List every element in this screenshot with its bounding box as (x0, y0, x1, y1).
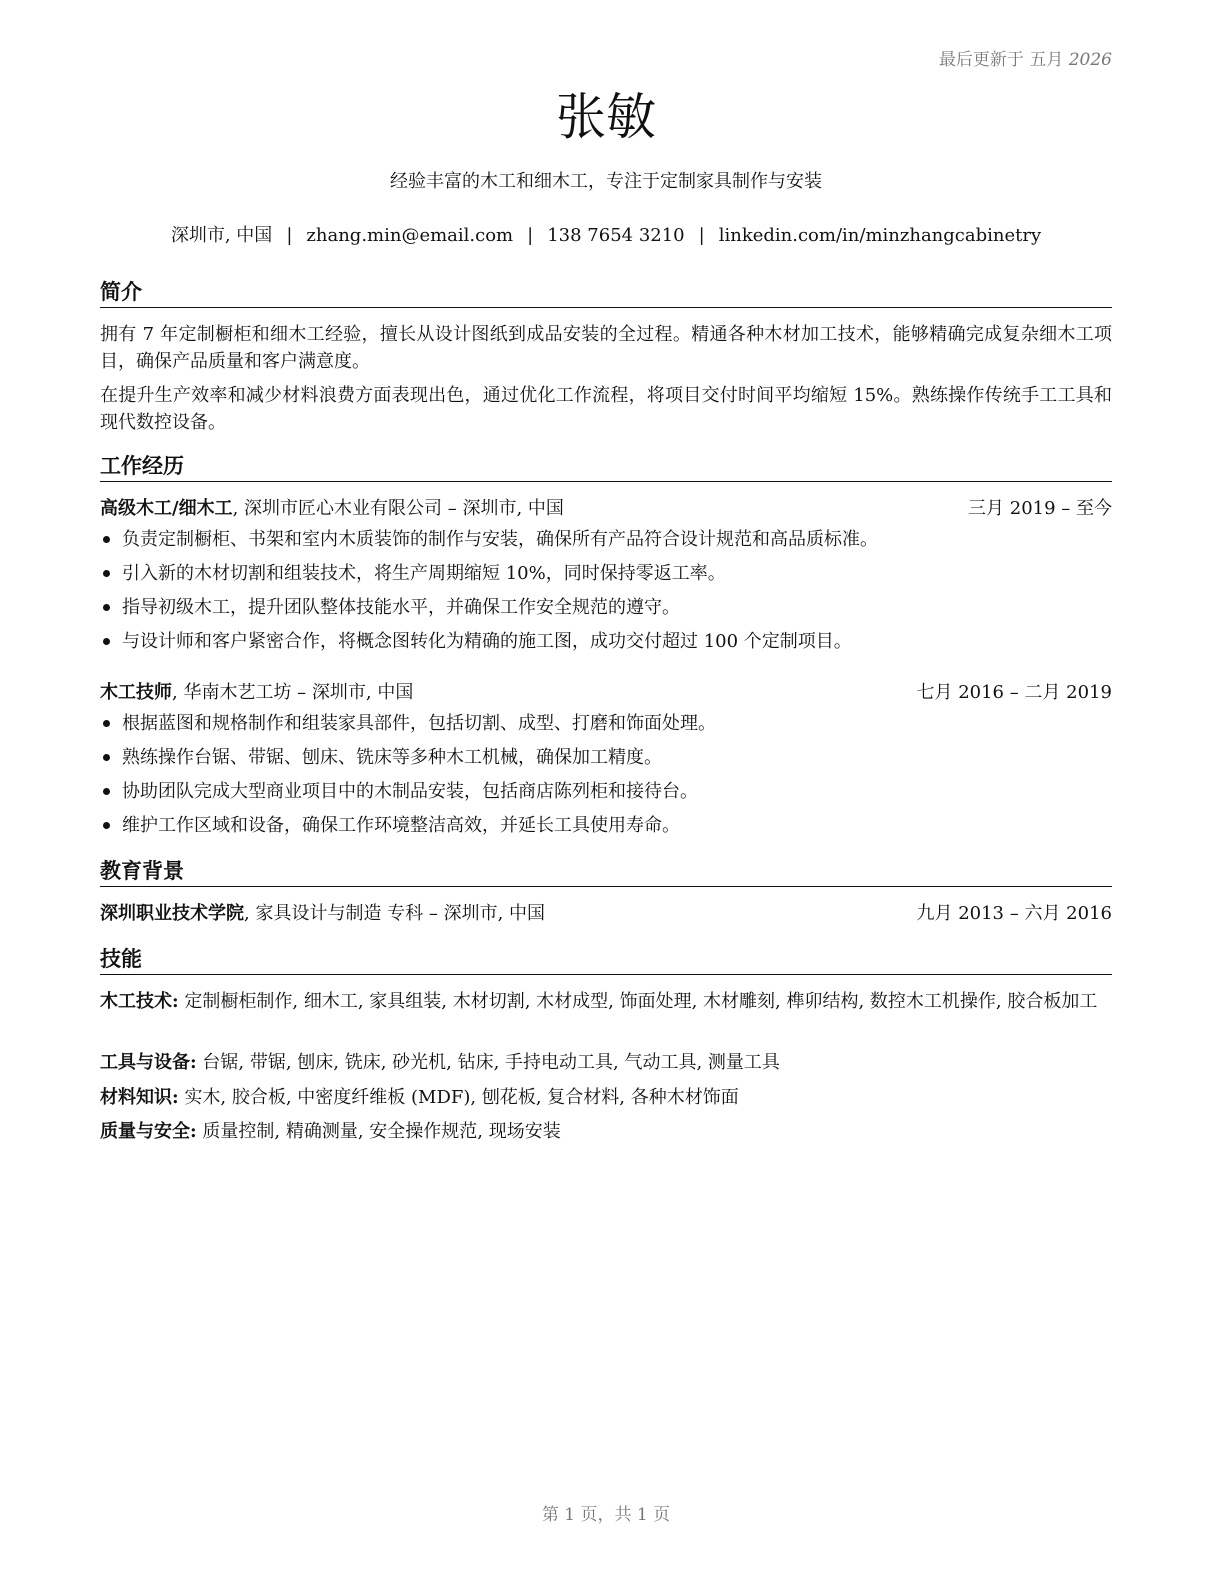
bullet-text: 根据蓝图和规格制作和组装家具部件，包括切割、成型、打磨和饰面处理。 (122, 713, 716, 734)
job-role: 木工技师 (100, 682, 172, 703)
list-item (100, 710, 1112, 744)
job-header (100, 679, 1112, 707)
bullet-text: 维护工作区域和设备，确保工作环境整洁高效，并延长工具使用寿命。 (122, 815, 680, 836)
bullet-text: 与设计师和客户紧密合作，将概念图转化为精确的施工图，成功交付超过 100 个定制项目。 (122, 631, 852, 652)
contact-location: 深圳市, 中国 (170, 225, 273, 246)
bullet-dot (103, 570, 110, 577)
skill-label: 工具与设备: (100, 1052, 197, 1073)
job-org: , 深圳市匠心木业有限公司 – 深圳市, 中国 (232, 498, 564, 519)
bullet-dot (103, 604, 110, 611)
resume-page (100, 0, 1112, 1584)
contact-linkedin[interactable]: linkedin.com/in/minzhangcabinetry (718, 225, 1042, 246)
section-title-skills: 技能 (100, 945, 1112, 975)
skill-value: 质量控制, 精确测量, 安全操作规范, 现场安装 (196, 1121, 561, 1142)
list-item (100, 526, 1112, 560)
contact-separator: | (527, 225, 534, 246)
skill-row (100, 1118, 1112, 1145)
summary-paragraph: 在提升生产效率和减少材料浪费方面表现出色，通过优化工作流程，将项目交付时间平均缩短 15%。熟练操作传统手工工具和现代数控设备。 (100, 385, 1112, 433)
bullet-dot (103, 788, 110, 795)
list-item (100, 560, 1112, 594)
skill-value: 实木, 胶合板, 中密度纤维板 (MDF), 刨花板, 复合材料, 各种木材饰面 (178, 1087, 739, 1108)
tagline: 经验丰富的木工和细木工，专注于定制家具制作与安装 (390, 171, 822, 192)
last-updated-year: 2026 (1068, 50, 1112, 70)
job-dates: 三月 2019 – 至今 (968, 498, 1112, 519)
skill-label: 材料知识: (100, 1087, 179, 1108)
contact-separator: | (286, 225, 293, 246)
bullet-text: 熟练操作台锯、带锯、刨床、铣床等多种木工机械，确保加工精度。 (122, 747, 662, 768)
education-dates: 九月 2013 – 六月 2016 (916, 903, 1112, 924)
skill-value: 台锯, 带锯, 刨床, 铣床, 砂光机, 钻床, 手持电动工具, 气动工具, 测量工具 (196, 1052, 780, 1073)
section-title-summary: 简介 (100, 278, 1112, 308)
bullet-dot (103, 638, 110, 645)
school-name: 深圳职业技术学院 (100, 903, 244, 924)
skill-label: 质量与安全: (100, 1121, 197, 1142)
skill-row (100, 988, 1112, 1015)
job-bullets (100, 526, 1112, 662)
bullet-text: 指导初级木工，提升团队整体技能水平，并确保工作安全规范的遵守。 (122, 597, 680, 618)
skill-value: 定制橱柜制作, 细木工, 家具组装, 木材切割, 木材成型, 饰面处理, 木材雕刻, 榫卯结构, 数控木工机操作, 胶合板加工 (178, 991, 1098, 1012)
education-detail: , 家具设计与制造 专科 – 深圳市, 中国 (244, 903, 546, 924)
bullet-dot (103, 536, 110, 543)
list-item (100, 812, 1112, 846)
list-item (100, 594, 1112, 628)
bullet-text: 负责定制橱柜、书架和室内木质装饰的制作与安装，确保所有产品符合设计规范和高品质标准。 (122, 529, 878, 550)
contact-email[interactable]: zhang.min@email.com (306, 225, 514, 246)
skill-row (100, 1049, 1112, 1076)
contact-separator: | (698, 225, 705, 246)
job-role: 高级木工/细木工 (100, 498, 233, 519)
last-updated (939, 45, 1112, 70)
bullet-dot (103, 720, 110, 727)
list-item (100, 778, 1112, 812)
skill-label: 木工技术: (100, 991, 179, 1012)
job-dates: 七月 2016 – 二月 2019 (916, 682, 1112, 703)
list-item (100, 744, 1112, 778)
bullet-text: 引入新的木材切割和组装技术，将生产周期缩短 10%，同时保持零返工率。 (122, 563, 726, 584)
candidate-name: 张敏 (556, 88, 656, 146)
bullet-dot (103, 754, 110, 761)
job-bullets (100, 710, 1112, 846)
section-title-education: 教育背景 (100, 857, 1112, 887)
bullet-dot (103, 822, 110, 829)
job-org: , 华南木艺工坊 – 深圳市, 中国 (172, 682, 414, 703)
education-entry (100, 900, 1112, 928)
section-title-experience: 工作经历 (100, 452, 1112, 482)
list-item (100, 628, 1112, 662)
contact-phone: 138 7654 3210 (547, 225, 685, 246)
contact-line (100, 222, 1112, 250)
skill-row (100, 1084, 1112, 1111)
bullet-text: 协助团队完成大型商业项目中的木制品安装，包括商店陈列柜和接待台。 (122, 781, 698, 802)
last-updated-label: 最后更新于 五月 (938, 50, 1064, 70)
summary-paragraph: 拥有 7 年定制橱柜和细木工经验，擅长从设计图纸到成品安装的全过程。精通各种木材加工技术，能够精确完成复杂细木工项目，确保产品质量和客户满意度。 (100, 324, 1112, 372)
job-header (100, 495, 1112, 523)
page-number: 第 1 页，共 1 页 (541, 1505, 671, 1525)
